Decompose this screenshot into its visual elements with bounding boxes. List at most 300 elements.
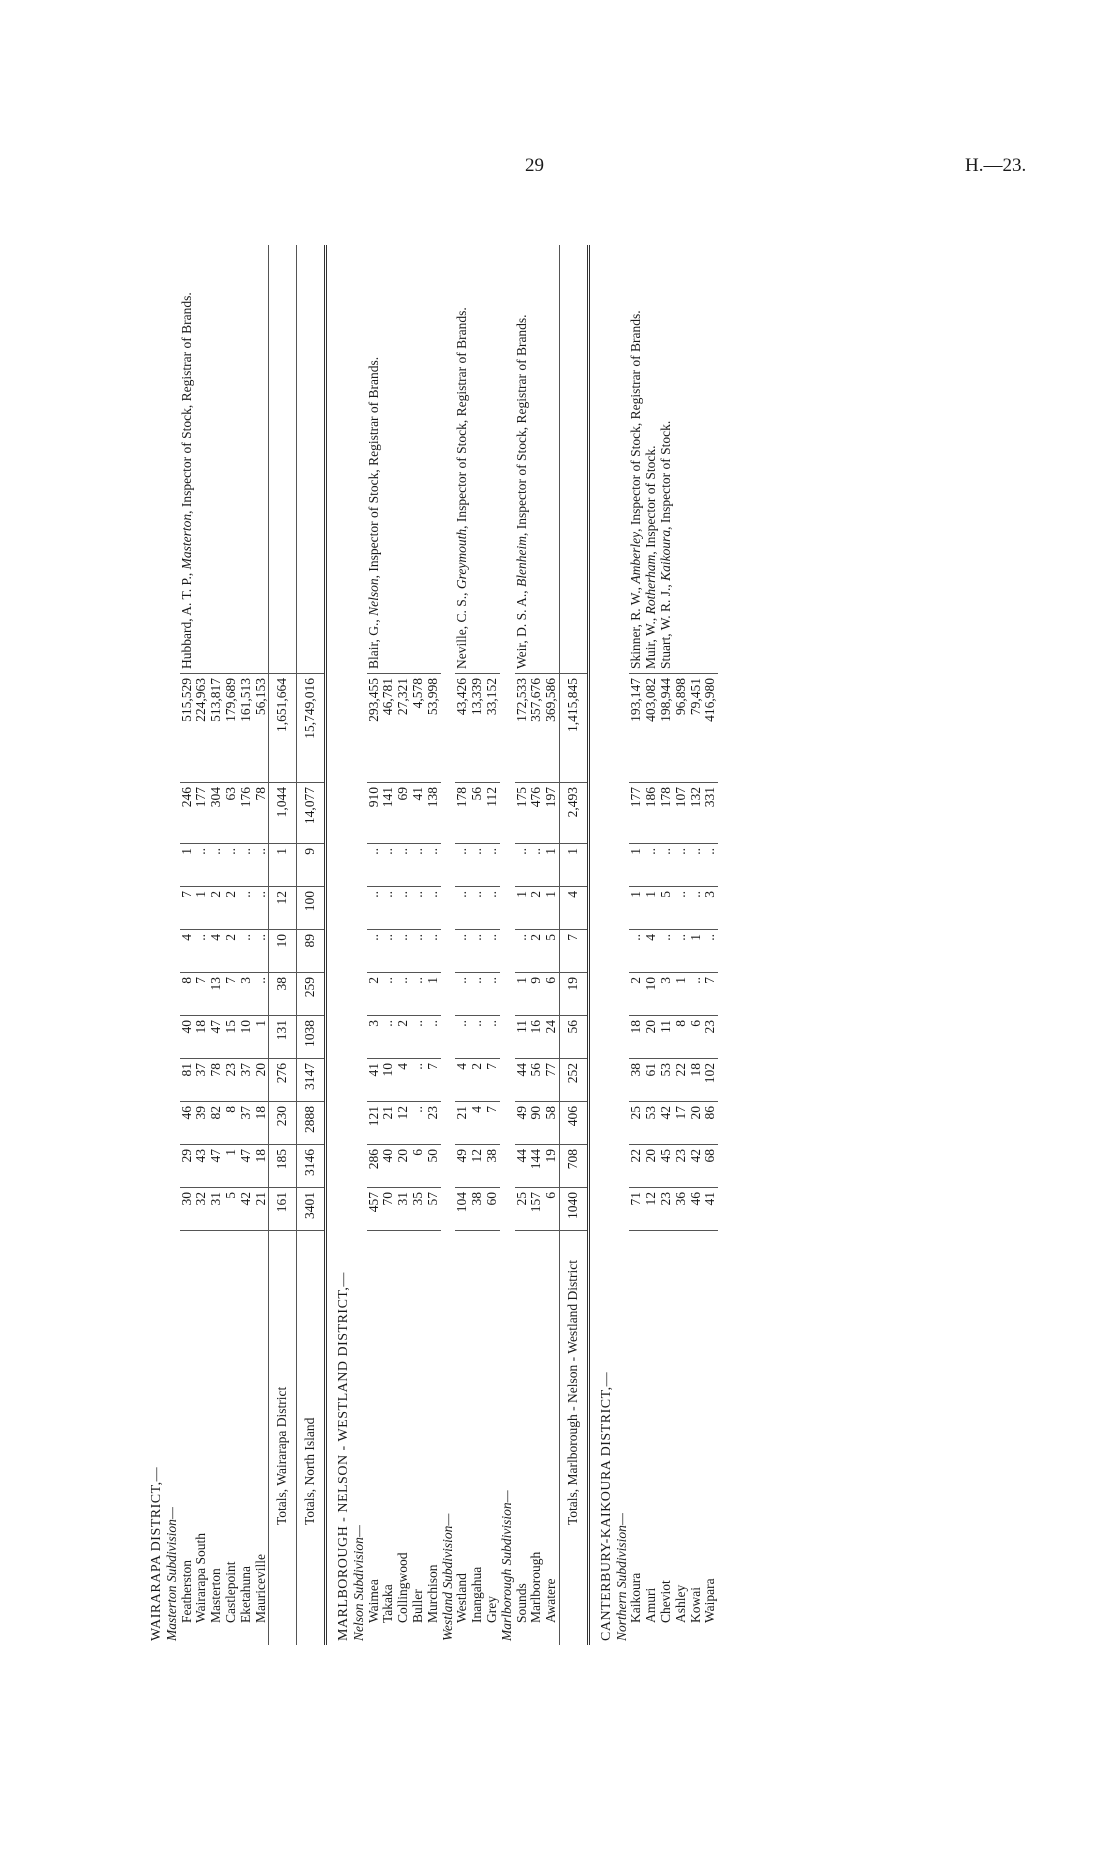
- count-cell: 286: [367, 1145, 382, 1188]
- count-cell: 18: [629, 1016, 644, 1059]
- count-cell: 50: [426, 1145, 441, 1188]
- count-cell: 23: [659, 1188, 674, 1231]
- count-cell: 8: [180, 973, 195, 1016]
- count-cell: 177: [629, 783, 644, 844]
- count-cell: 43,426: [455, 674, 470, 783]
- count-cell: 33,152: [485, 674, 500, 783]
- count-cell: 331: [703, 783, 718, 844]
- totals-label: Totals, North Island: [297, 1231, 326, 1646]
- count-cell: 102: [703, 1059, 718, 1102]
- count-cell: ..: [396, 930, 411, 973]
- count-cell: ..: [411, 844, 426, 887]
- count-cell: ..: [381, 930, 396, 973]
- count-cell: 3: [703, 887, 718, 930]
- count-cell: 141: [381, 783, 396, 844]
- count-cell: 12: [470, 1145, 485, 1188]
- count-cell: 82: [209, 1102, 224, 1145]
- count-cell: ..: [470, 973, 485, 1016]
- empty-cell: [297, 245, 326, 674]
- count-cell: 47: [209, 1145, 224, 1188]
- count-cell: ..: [224, 844, 239, 887]
- table-row: [367, 245, 382, 1645]
- locality-name: Grey: [483, 1596, 499, 1623]
- count-cell: ..: [411, 930, 426, 973]
- inspector-entry: [644, 249, 659, 669]
- inspector-cell: [367, 245, 441, 674]
- count-cell: 259: [297, 973, 326, 1016]
- inspector-entry: [515, 249, 530, 669]
- inspector-title: , Inspector of Stock.: [657, 420, 673, 530]
- count-cell: 5: [659, 887, 674, 930]
- count-cell: 3: [239, 973, 254, 1016]
- count-cell: 38: [269, 973, 297, 1016]
- count-cell: ..: [239, 844, 254, 887]
- count-cell: 3147: [297, 1059, 326, 1102]
- inspector-cell: [629, 245, 718, 674]
- count-cell: 1: [689, 930, 704, 973]
- inspector-place: Masterton: [178, 513, 194, 570]
- table-row: [180, 245, 195, 1645]
- count-cell: 14,077: [297, 783, 326, 844]
- subdivision-heading: Northern Subdivision—: [613, 1513, 629, 1641]
- count-cell: 224,963: [194, 674, 209, 783]
- count-cell: 193,147: [629, 674, 644, 783]
- count-cell: 9: [529, 973, 544, 1016]
- count-cell: 7: [559, 930, 588, 973]
- count-cell: 2,493: [559, 783, 588, 844]
- locality-name: Westland: [454, 1573, 470, 1623]
- locality-name: Sounds: [513, 1583, 529, 1623]
- count-cell: ..: [644, 844, 659, 887]
- count-cell: ..: [470, 844, 485, 887]
- count-cell: 47: [239, 1145, 254, 1188]
- count-cell: 7: [180, 887, 195, 930]
- count-cell: 107: [674, 783, 689, 844]
- count-cell: 230: [269, 1102, 297, 1145]
- count-cell: 4: [559, 887, 588, 930]
- count-cell: 403,082: [644, 674, 659, 783]
- count-cell: ..: [367, 887, 382, 930]
- count-cell: 304: [209, 783, 224, 844]
- count-cell: 42: [689, 1145, 704, 1188]
- count-cell: 1: [629, 844, 644, 887]
- count-cell: 104: [455, 1188, 470, 1231]
- count-cell: 161,513: [239, 674, 254, 783]
- district-heading-row: [325, 245, 351, 1645]
- count-cell: 476: [529, 783, 544, 844]
- document-reference: H.—23.: [965, 155, 1027, 176]
- count-cell: 18: [689, 1059, 704, 1102]
- count-cell: ..: [381, 844, 396, 887]
- count-cell: 38: [485, 1145, 500, 1188]
- count-cell: 56: [559, 1016, 588, 1059]
- count-cell: 100: [297, 887, 326, 930]
- count-cell: 138: [426, 783, 441, 844]
- count-cell: 910: [367, 783, 382, 844]
- count-cell: 6: [411, 1145, 426, 1188]
- count-cell: 16: [529, 1016, 544, 1059]
- count-cell: 40: [381, 1145, 396, 1188]
- count-cell: 45: [659, 1145, 674, 1188]
- count-cell: 57: [426, 1188, 441, 1231]
- count-cell: ..: [411, 1059, 426, 1102]
- count-cell: 2: [396, 1016, 411, 1059]
- count-cell: ..: [194, 844, 209, 887]
- inspector-entry: [367, 249, 382, 669]
- count-cell: 43: [194, 1145, 209, 1188]
- count-cell: 49: [455, 1145, 470, 1188]
- count-cell: 1: [254, 1016, 269, 1059]
- count-cell: 18: [254, 1145, 269, 1188]
- count-cell: 18: [254, 1102, 269, 1145]
- count-cell: 58: [544, 1102, 559, 1145]
- count-cell: 35: [411, 1188, 426, 1231]
- count-cell: ..: [485, 930, 500, 973]
- subdivision-heading: Masterton Subdivision—: [163, 1507, 179, 1641]
- count-cell: 4: [470, 1102, 485, 1145]
- locality-name: Eketahuna: [237, 1566, 253, 1623]
- count-cell: 5: [224, 1188, 239, 1231]
- count-cell: 78: [209, 1059, 224, 1102]
- count-cell: 89: [297, 930, 326, 973]
- count-cell: 31: [209, 1188, 224, 1231]
- locality-name: Waimea: [365, 1579, 381, 1623]
- count-cell: 23: [703, 1016, 718, 1059]
- count-cell: 12: [644, 1188, 659, 1231]
- count-cell: 44: [515, 1059, 530, 1102]
- count-cell: 112: [485, 783, 500, 844]
- locality-name: Wairarapa South: [193, 1532, 209, 1623]
- count-cell: ..: [515, 930, 530, 973]
- count-cell: 2: [629, 973, 644, 1016]
- count-cell: ..: [674, 887, 689, 930]
- count-cell: 6: [689, 1016, 704, 1059]
- district-heading: WAIRARAPA DISTRICT,—: [149, 1466, 164, 1641]
- count-cell: 185: [269, 1145, 297, 1188]
- count-cell: 42: [239, 1188, 254, 1231]
- count-cell: ..: [529, 844, 544, 887]
- count-cell: 70: [381, 1188, 396, 1231]
- count-cell: 1: [426, 973, 441, 1016]
- subdivision-heading-row: [352, 245, 367, 1645]
- count-cell: 13: [209, 973, 224, 1016]
- count-cell: 7: [485, 1102, 500, 1145]
- count-cell: 37: [239, 1102, 254, 1145]
- count-cell: ..: [455, 973, 470, 1016]
- count-cell: ..: [426, 844, 441, 887]
- count-cell: ..: [703, 930, 718, 973]
- subdivision-heading: Marlborough Subdivision—: [498, 1490, 514, 1641]
- count-cell: ..: [194, 930, 209, 973]
- count-cell: ..: [381, 887, 396, 930]
- subdivision-heading-row: [165, 245, 180, 1645]
- count-cell: 39: [194, 1102, 209, 1145]
- count-cell: 11: [659, 1016, 674, 1059]
- count-cell: 2: [529, 887, 544, 930]
- count-cell: ..: [689, 973, 704, 1016]
- count-cell: 25: [515, 1188, 530, 1231]
- count-cell: 9: [297, 844, 326, 887]
- count-cell: ..: [659, 844, 674, 887]
- inspector-cell: [180, 245, 269, 674]
- inspector-name: Blair, G.,: [365, 615, 381, 669]
- count-cell: 53: [659, 1059, 674, 1102]
- count-cell: 7: [426, 1059, 441, 1102]
- inspector-title: , Inspector of Stock, Registrar of Brands.: [628, 310, 644, 532]
- count-cell: 2: [209, 887, 224, 930]
- count-cell: ..: [455, 1016, 470, 1059]
- count-cell: 60: [485, 1188, 500, 1231]
- inspector-place: Greymouth: [454, 528, 470, 590]
- count-cell: ..: [455, 887, 470, 930]
- count-cell: 2: [529, 930, 544, 973]
- count-cell: 1,044: [269, 783, 297, 844]
- count-cell: 46: [180, 1102, 195, 1145]
- locality-name: Awatere: [543, 1578, 559, 1623]
- count-cell: 1: [515, 973, 530, 1016]
- count-cell: 41: [411, 783, 426, 844]
- count-cell: ..: [703, 844, 718, 887]
- count-cell: 25: [629, 1102, 644, 1145]
- count-cell: 3401: [297, 1188, 326, 1231]
- count-cell: 11: [515, 1016, 530, 1059]
- table-row: [515, 245, 530, 1645]
- count-cell: 1: [194, 887, 209, 930]
- count-cell: 416,980: [703, 674, 718, 783]
- count-cell: ..: [411, 973, 426, 1016]
- locality-name: Cheviot: [657, 1580, 673, 1623]
- count-cell: 1: [559, 844, 588, 887]
- subdivision-heading-row: [441, 245, 456, 1645]
- count-cell: ..: [381, 1016, 396, 1059]
- count-cell: ..: [239, 930, 254, 973]
- count-cell: 1: [269, 844, 297, 887]
- count-cell: 86: [703, 1102, 718, 1145]
- count-cell: 20: [644, 1016, 659, 1059]
- count-cell: 20: [396, 1145, 411, 1188]
- count-cell: 3: [367, 1016, 382, 1059]
- inspector-place: Kaikoura: [657, 529, 673, 581]
- rotated-stock-table: [140, 155, 980, 1645]
- count-cell: 7: [224, 973, 239, 1016]
- count-cell: 157: [529, 1188, 544, 1231]
- count-cell: 21: [381, 1102, 396, 1145]
- count-cell: 1: [674, 973, 689, 1016]
- count-cell: 10: [239, 1016, 254, 1059]
- inspector-place: Blenheim: [513, 536, 529, 587]
- count-cell: ..: [426, 930, 441, 973]
- count-cell: ..: [239, 887, 254, 930]
- locality-name: Buller: [409, 1589, 425, 1623]
- count-cell: 1040: [559, 1188, 588, 1231]
- stock-returns-table: [140, 245, 718, 1645]
- count-cell: 36: [674, 1188, 689, 1231]
- district-heading: CANTERBURY-KAIKOURA DISTRICT,—: [598, 1371, 614, 1641]
- count-cell: ..: [470, 1016, 485, 1059]
- inspector-name: Muir, W.,: [643, 614, 659, 669]
- totals-label: Totals, Wairarapa District: [269, 1231, 297, 1646]
- count-cell: ..: [485, 1016, 500, 1059]
- count-cell: 121: [367, 1102, 382, 1145]
- count-cell: 56: [529, 1059, 544, 1102]
- table-row: [455, 245, 470, 1645]
- inspector-entry: [455, 249, 470, 669]
- count-cell: 7: [703, 973, 718, 1016]
- count-cell: ..: [485, 844, 500, 887]
- count-cell: 4: [644, 930, 659, 973]
- totals-row: [269, 245, 297, 1645]
- count-cell: 197: [544, 783, 559, 844]
- count-cell: 293,455: [367, 674, 382, 783]
- count-cell: 96,898: [674, 674, 689, 783]
- count-cell: 42: [659, 1102, 674, 1145]
- count-cell: ..: [426, 887, 441, 930]
- count-cell: 252: [559, 1059, 588, 1102]
- count-cell: 8: [224, 1102, 239, 1145]
- count-cell: 457: [367, 1188, 382, 1231]
- count-cell: 10: [269, 930, 297, 973]
- inspector-name: Stuart, W. R. J.,: [657, 580, 673, 669]
- count-cell: ..: [254, 973, 269, 1016]
- count-cell: 515,529: [180, 674, 195, 783]
- inspector-place: Nelson: [365, 578, 381, 616]
- count-cell: 32: [194, 1188, 209, 1231]
- count-cell: 41: [367, 1059, 382, 1102]
- empty-cell: [269, 245, 297, 674]
- inspector-entry: [180, 249, 195, 669]
- inspector-place: Amberley: [628, 531, 644, 584]
- locality-name: Kaikoura: [628, 1572, 644, 1623]
- count-cell: 53: [644, 1102, 659, 1145]
- count-cell: ..: [254, 844, 269, 887]
- count-cell: ..: [367, 844, 382, 887]
- count-cell: 1: [224, 1145, 239, 1188]
- inspector-place: Rotherham: [643, 554, 659, 615]
- count-cell: 6: [544, 973, 559, 1016]
- count-cell: 1: [644, 887, 659, 930]
- count-cell: 513,817: [209, 674, 224, 783]
- count-cell: 10: [381, 1059, 396, 1102]
- count-cell: 23: [426, 1102, 441, 1145]
- locality-name: Ashley: [672, 1584, 688, 1623]
- count-cell: 3146: [297, 1145, 326, 1188]
- count-cell: 27,321: [396, 674, 411, 783]
- count-cell: 178: [455, 783, 470, 844]
- inspector-title: , Inspector of Stock, Registrar of Brands.: [178, 292, 194, 514]
- count-cell: 69: [396, 783, 411, 844]
- count-cell: ..: [411, 1102, 426, 1145]
- count-cell: 81: [180, 1059, 195, 1102]
- count-cell: 175: [515, 783, 530, 844]
- count-cell: 10: [644, 973, 659, 1016]
- count-cell: 47: [209, 1016, 224, 1059]
- inspector-name: Neville, C. S.,: [454, 589, 470, 669]
- inspector-cell: [455, 245, 499, 674]
- empty-cell: [559, 245, 588, 674]
- count-cell: 176: [239, 783, 254, 844]
- count-cell: ..: [396, 844, 411, 887]
- count-cell: 186: [644, 783, 659, 844]
- count-cell: ..: [254, 887, 269, 930]
- count-cell: 6: [544, 1188, 559, 1231]
- count-cell: 161: [269, 1188, 297, 1231]
- locality-name: Kowai: [687, 1587, 703, 1623]
- count-cell: ..: [254, 930, 269, 973]
- count-cell: ..: [674, 844, 689, 887]
- count-cell: 41: [703, 1188, 718, 1231]
- count-cell: 24: [544, 1016, 559, 1059]
- count-cell: 20: [644, 1145, 659, 1188]
- count-cell: 31: [396, 1188, 411, 1231]
- count-cell: 30: [180, 1188, 195, 1231]
- count-cell: 17: [674, 1102, 689, 1145]
- count-cell: 4: [455, 1059, 470, 1102]
- count-cell: 1038: [297, 1016, 326, 1059]
- count-cell: 15,749,016: [297, 674, 326, 783]
- locality-name: Inangahua: [469, 1566, 485, 1623]
- locality-name: Waipara: [702, 1578, 718, 1623]
- count-cell: ..: [455, 844, 470, 887]
- count-cell: 4: [396, 1059, 411, 1102]
- count-cell: 46: [689, 1188, 704, 1231]
- locality-name: Collingwood: [395, 1552, 411, 1623]
- count-cell: 12: [269, 887, 297, 930]
- count-cell: 71: [629, 1188, 644, 1231]
- count-cell: 177: [194, 783, 209, 844]
- count-cell: 79,451: [689, 674, 704, 783]
- count-cell: 3: [659, 973, 674, 1016]
- count-cell: 21: [455, 1102, 470, 1145]
- totals-row: [297, 245, 326, 1645]
- count-cell: 1: [544, 844, 559, 887]
- count-cell: 1,651,664: [269, 674, 297, 783]
- count-cell: 708: [559, 1145, 588, 1188]
- count-cell: 2888: [297, 1102, 326, 1145]
- count-cell: 23: [674, 1145, 689, 1188]
- count-cell: ..: [674, 930, 689, 973]
- count-cell: 172,533: [515, 674, 530, 783]
- inspector-entry: [659, 249, 674, 669]
- district-heading: MARLBOROUGH - NELSON - WESTLAND DISTRICT,—: [335, 1272, 351, 1641]
- count-cell: 1: [515, 887, 530, 930]
- count-cell: 4,578: [411, 674, 426, 783]
- count-cell: 132: [689, 783, 704, 844]
- count-cell: 144: [529, 1145, 544, 1188]
- count-cell: ..: [367, 930, 382, 973]
- locality-name: Takaka: [380, 1584, 396, 1623]
- count-cell: 1: [180, 844, 195, 887]
- count-cell: 7: [485, 1059, 500, 1102]
- subdivision-heading-row: [500, 245, 515, 1645]
- count-cell: 1: [544, 887, 559, 930]
- inspector-name: Hubbard, A. T. P.,: [178, 569, 194, 669]
- count-cell: ..: [485, 973, 500, 1016]
- count-cell: 46,781: [381, 674, 396, 783]
- inspector-title: , Inspector of Stock, Registrar of Brands.: [513, 314, 529, 537]
- count-cell: ..: [455, 930, 470, 973]
- inspector-entry: [629, 249, 644, 669]
- count-cell: ..: [411, 887, 426, 930]
- count-cell: ..: [396, 887, 411, 930]
- count-cell: 68: [703, 1145, 718, 1188]
- locality-name: Marlborough: [528, 1551, 544, 1623]
- count-cell: 44: [515, 1145, 530, 1188]
- count-cell: 178: [659, 783, 674, 844]
- table-row: [629, 245, 644, 1645]
- count-cell: 77: [544, 1059, 559, 1102]
- count-cell: 4: [209, 930, 224, 973]
- count-cell: 179,689: [224, 674, 239, 783]
